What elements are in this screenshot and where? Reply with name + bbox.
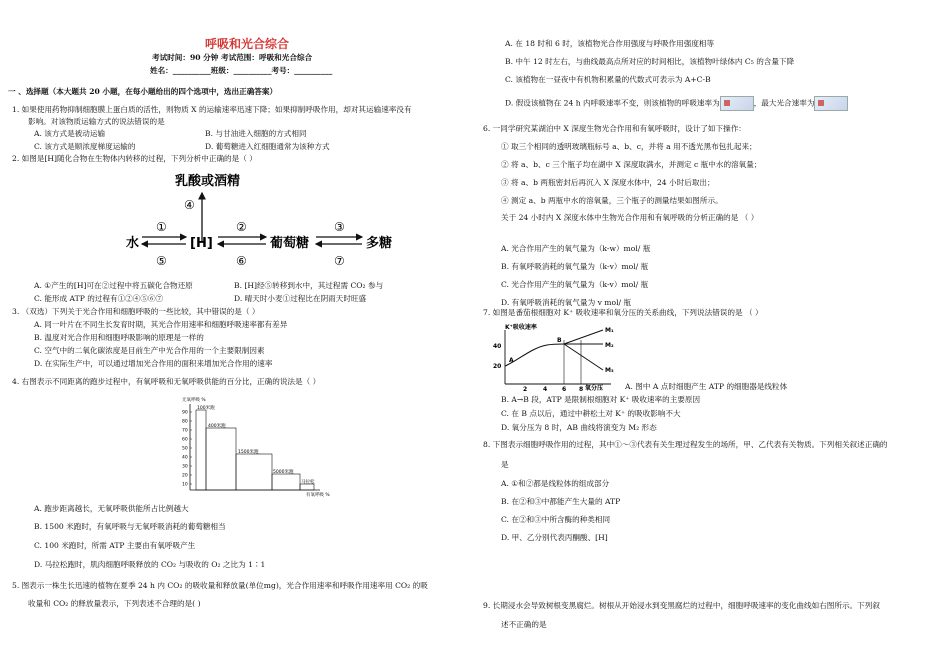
q2-num-4: ④ bbox=[184, 198, 195, 212]
q8-option-a: A. ①和②都是线粒体的组成部分 bbox=[501, 479, 610, 488]
q5-option-c: C. 该植物在一昼夜中有机物积累量的代数式可表示为 A+C-B bbox=[505, 75, 711, 84]
right-column bbox=[475, 0, 935, 672]
q9-stem-line1: 9. 长期浸水会导致树根变黑腐烂。树根从开始浸水到变黑腐烂的过程中，细胞呼吸速率的变化曲线如右图所示。下列叙 bbox=[483, 601, 880, 610]
q4-bar-5000m bbox=[272, 474, 300, 490]
q7-point-b: B bbox=[557, 337, 562, 344]
q1-option-a: A. 该方式是被动运输 bbox=[34, 129, 106, 138]
q7-y40: 40 bbox=[493, 343, 502, 350]
q7-curve-m3 bbox=[564, 344, 603, 370]
q6-step-3: ③ 将 a、b 两瓶密封后再沉入 X 深度水体中，24 小时后取出； bbox=[501, 178, 715, 187]
q6-step-2: ② 将 a、b、c 三个瓶子均在湖中 X 深度取满水，并测定 c 瓶中水的溶氧量； bbox=[501, 160, 762, 169]
q7-y20: 20 bbox=[493, 363, 502, 370]
q4-xlabel: 有氧呼吸 % bbox=[306, 493, 330, 498]
q6-step-4: ④ 测定 a、b 两瓶中水的溶氧量，三个瓶子的测量结果如图所示。 bbox=[501, 196, 723, 205]
q6-stem: 6. 一同学研究某湖泊中 X 深度生物光合作用和有氧呼吸时，设计了如下操作： bbox=[483, 124, 746, 133]
q5-stem-line2: 收量和 CO₂ 的释放量表示，下列表述不合理的是( ) bbox=[28, 599, 201, 608]
q5-stem-line1: 5. 图表示一株生长迅速的植物在夏季 24 h 内 CO₂ 的吸收量和释放量(单位mg)，光合作用速率和呼吸作用速率用 CO₂ 的吸 bbox=[12, 581, 428, 590]
q4-option-b: B. 1500 米跑时，有氧呼吸与无氧呼吸消耗的葡萄糖相当 bbox=[34, 522, 226, 531]
q4-bar-label-1: 400米跑 bbox=[208, 424, 226, 429]
q2-num-3: ③ bbox=[334, 220, 345, 234]
q7-ylabel: K⁺吸收速率 bbox=[505, 324, 537, 331]
q7-curve-m1 bbox=[564, 330, 603, 344]
q4-option-d: D. 马拉松跑时，肌肉细胞呼吸释放的 CO₂ 与吸收的 O₂ 之比为 1∶1 bbox=[34, 560, 266, 569]
q7-option-b: B. A→B 段，ATP 是限制根细胞对 K⁺ 吸收速率的主要原因 bbox=[501, 395, 701, 404]
q4-bar-label-0: 100米跑 bbox=[197, 406, 215, 411]
left-column bbox=[0, 0, 460, 672]
q5-option-d bbox=[505, 96, 848, 111]
q7-potassium-chart bbox=[491, 320, 631, 392]
q7-x6: 6 bbox=[562, 386, 567, 392]
section-heading: 一 、选择题（本大题共 20 小题，在每小题给出的四个选项中，选出正确答案） bbox=[8, 87, 278, 96]
q6-option-d: D. 有氧呼吸消耗的氧气量为 v mol/ 瓶 bbox=[501, 298, 632, 307]
q1-stem-line1: 1. 如果使用药物抑制细胞膜上蛋白质的活性，则物质 X 的运输速率迅速下降；如果抑制呼吸作用，却对其运输速率没有 bbox=[12, 105, 412, 114]
q6-option-b: B. 有氧呼吸消耗的氧气量为（k-v）mol/ 瓶 bbox=[501, 262, 649, 271]
q5-option-b: B. 中午 12 时左右，与曲线最高点所对应的时间相比，该植物叶绿体内 C₅ 的含量下降 bbox=[505, 57, 795, 66]
q6-option-a: A. 光合作用产生的氧气量为（k-w）mol/ 瓶 bbox=[501, 244, 651, 253]
q2-num-6: ⑥ bbox=[236, 254, 247, 268]
q8-stem-line1: 8. 下图表示细胞呼吸作用的过程，其中①～③代表有关生理过程发生的场所，甲、乙代表有关物质。下列相关叙述正确的 bbox=[483, 440, 888, 449]
q3-stem: 3. （双选）下列关于光合作用和细胞呼吸的一些比较，其中错误的是（ ） bbox=[12, 307, 260, 316]
q7-x8: 8 bbox=[579, 386, 584, 392]
exam-info: 考试时间：90 分钟 考试范围：呼吸和光合综合 bbox=[152, 53, 313, 62]
q9-stem-line2: 述不正确的是 bbox=[501, 620, 547, 629]
formula-image-icon bbox=[814, 96, 848, 111]
q2-option-a: A. ①产生的[H]可在②过程中将五碳化合物还原 bbox=[34, 281, 193, 290]
q4-bar-label-2: 1500米跑 bbox=[238, 450, 259, 455]
q6-question: 关于 24 小时内 X 深度水体中生物光合作用和有氧呼吸的分析正确的是 （ ） bbox=[501, 213, 759, 222]
q2-num-5: ⑤ bbox=[156, 254, 167, 268]
q5-option-a: A. 在 18 时和 6 时，该植物光合作用强度与呼吸作用强度相等 bbox=[505, 39, 715, 48]
q8-stem-line2: 是 bbox=[501, 460, 509, 469]
q2-label-top: 乳酸或酒精 bbox=[175, 174, 241, 189]
q4-tick-label: 80 bbox=[182, 419, 188, 425]
q8-option-b: B. 在②和③中都能产生大量的 ATP bbox=[501, 497, 621, 506]
q1-option-b: B. 与甘油进入细胞的方式相同 bbox=[205, 129, 307, 138]
q4-bar-100m bbox=[196, 410, 206, 490]
q7-option-c: C. 在 B 点以后，通过中耕松土对 K⁺ 的吸收影响不大 bbox=[501, 409, 681, 418]
q4-tick-label: 50 bbox=[182, 446, 188, 452]
q7-option-a: A. 图中 A 点时细胞产生 ATP 的细胞器是线粒体 bbox=[625, 382, 788, 391]
q3-option-d: D. 在实际生产中，可以通过增加光合作用的面积来增加光合作用的速率 bbox=[34, 359, 273, 368]
q2-option-d: D. 晴天时小麦①过程比在阴雨天时旺盛 bbox=[234, 294, 367, 303]
q4-stem: 4. 右图表示不同距离的跑步过程中，有氧呼吸和无氧呼吸供能的百分比，正确的说法是（ ） bbox=[12, 377, 321, 386]
q2-option-b: B. [H]经⑤转移到水中，其过程需 CO₂ 参与 bbox=[234, 281, 384, 290]
q6-step-1: ① 取三个相同的透明玻璃瓶标号 a、b、c，并将 a 用不透光黑布包扎起来； bbox=[501, 142, 757, 151]
q3-option-c: C. 空气中的二氧化碳浓度是目前生产中光合作用的一个主要限制因素 bbox=[34, 346, 265, 355]
q4-option-a: A. 跑步距离越长，无氧呼吸供能所占比例越大 bbox=[34, 504, 189, 513]
q7-xlabel: 氧分压 bbox=[585, 385, 604, 392]
q8-option-c: C. 在②和③中所含酶的种类相同 bbox=[501, 515, 611, 524]
q4-tick-label: 40 bbox=[182, 455, 188, 461]
q2-label-glucose: 葡萄糖 bbox=[270, 236, 310, 251]
q1-option-c: C. 该方式是顺浓度梯度运输的 bbox=[34, 142, 136, 151]
q4-bar-label-3: 5000米跑 bbox=[273, 470, 294, 475]
q2-num-2: ② bbox=[236, 220, 247, 234]
q2-option-c: C. 能形成 ATP 的过程有①②④⑤⑥⑦ bbox=[34, 294, 164, 303]
q1-stem-line2: 影响。对该物质运输方式的说法错误的是 bbox=[28, 117, 165, 126]
q4-tick-label: 30 bbox=[182, 464, 188, 470]
q4-bar-label-4: 马拉松 bbox=[301, 480, 315, 485]
page-title: 呼吸和光合综合 bbox=[205, 37, 290, 51]
q4-tick-label: 20 bbox=[182, 473, 188, 479]
q4-bar-1500m bbox=[236, 454, 272, 490]
q7-label-m2: M₂ bbox=[605, 342, 614, 349]
q2-num-1: ① bbox=[156, 220, 167, 234]
q4-tick-label: 90 bbox=[182, 410, 188, 416]
q4-tick-group bbox=[182, 410, 192, 488]
q7-label-m3: M₃ bbox=[605, 367, 614, 374]
q7-x4: 4 bbox=[543, 386, 548, 392]
q2-hydrogen-transfer-diagram bbox=[120, 165, 420, 277]
q2-label-water: 水 bbox=[126, 236, 140, 251]
q2-num-7: ⑦ bbox=[334, 254, 345, 268]
q3-option-a: A. 同一叶片在不同生长发育时期，其光合作用速率和细胞呼吸速率都有差异 bbox=[34, 320, 288, 329]
q4-tick-label: 10 bbox=[182, 482, 188, 488]
formula-image-icon bbox=[720, 96, 754, 111]
q7-option-d: D. 氧分压为 8 时，AB 曲线将演变为 M₂ 形态 bbox=[501, 423, 657, 432]
q7-stem: 7. 如图是番茄根细胞对 K⁺ 吸收速率和氧分压的关系曲线，下列说法错误的是 （ ） bbox=[483, 308, 763, 317]
q2-label-polysaccharide: 多糖 bbox=[366, 236, 393, 251]
q4-bar-400m bbox=[206, 428, 236, 490]
q2-stem: 2. 如图是[H]随化合物在生物体内转移的过程，下列分析中正确的是（ ） bbox=[12, 154, 257, 163]
q4-option-c: C. 100 米跑时，所需 ATP 主要由有氧呼吸产生 bbox=[34, 541, 196, 550]
q4-ylabel: 无氧呼吸 % bbox=[182, 398, 206, 403]
q2-label-h: [H] bbox=[190, 236, 213, 251]
q8-option-d: D. 甲、乙分别代表丙酮酸、[H] bbox=[501, 533, 608, 542]
q6-option-c: C. 光合作用产生的氧气量为（k-v）mol/ 瓶 bbox=[501, 280, 649, 289]
q5-option-d-text1: D. 假设该植物在 24 h 内呼吸速率不变，则该植物的呼吸速率为 bbox=[505, 98, 720, 108]
q7-curve-ab bbox=[505, 344, 564, 366]
q5-option-d-text2: ，最大光合速率为 bbox=[753, 98, 815, 108]
q3-option-b: B. 温度对光合作用和细胞呼吸影响的原理是一样的 bbox=[34, 333, 204, 342]
q4-running-chart bbox=[180, 394, 340, 498]
q7-x2: 2 bbox=[523, 386, 528, 392]
q7-point-a: A bbox=[509, 357, 514, 364]
q1-option-d: D. 葡萄糖进入红细胞通常为该种方式 bbox=[205, 142, 330, 151]
name-line: 姓名：__________班级：__________考号：__________ bbox=[150, 66, 333, 75]
q7-label-m1: M₁ bbox=[605, 327, 614, 334]
q4-tick-label: 70 bbox=[182, 428, 188, 434]
q4-tick-label: 60 bbox=[182, 437, 188, 443]
